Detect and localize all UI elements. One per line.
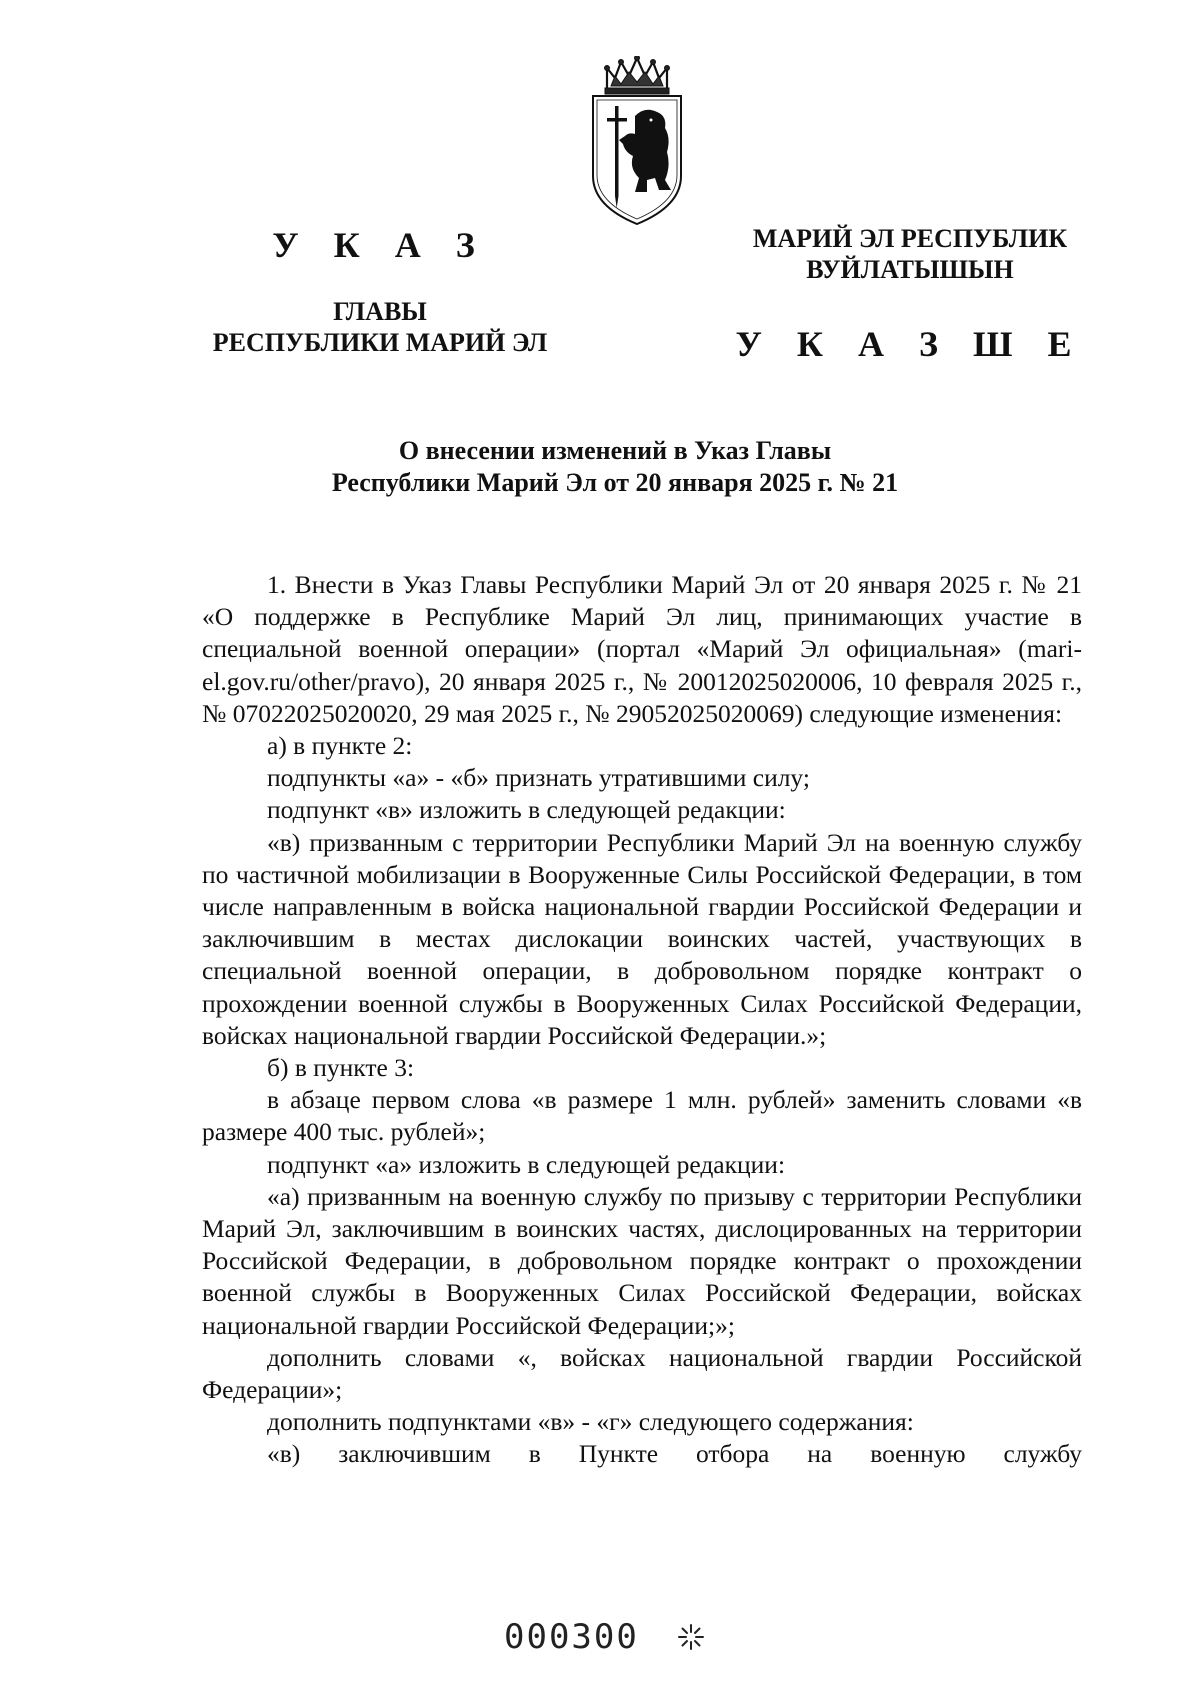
paragraph-6: б) в пункте 3: — [267, 1053, 415, 1083]
document-title-line1: О внесении изменений в Указ Главы — [398, 436, 832, 465]
paragraph-12: «в) заключившим в Пункте отбора на военную службу — [267, 1439, 1082, 1469]
document-body — [202, 569, 1082, 1471]
paragraph-10: дополнить словами «, войсках национальной гвардии Российской Федерации»; — [202, 1342, 1082, 1405]
issuer-mari-line1: МАРИЙ ЭЛ РЕСПУБЛИК — [752, 224, 1068, 253]
issuer-ru-line2: РЕСПУБЛИКИ МАРИЙ ЭЛ — [212, 327, 548, 357]
paragraph-8: подпункт «а» изложить в следующей редакции: — [267, 1149, 786, 1179]
paragraph-3: подпункты «а» - «б» признать утратившими силу; — [267, 763, 810, 793]
decree-title-ru: У К А З — [272, 225, 488, 265]
paragraph-5: «в) призванным с территории Республики Марий Эл на военную службу по частичной мобилизации в Вооруженные Силы Российской Федерации, в том числе направленным в войска национальной гвардии Российской Федерации и заключившим в местах дислокации воинских частей, участвующих в специальной военной операции, в добровольном порядке контракт о прохождении военной службы в Вооруженных Силах Российской Федерации, войсках национальной гвардии Российской Федерации.»; — [202, 827, 1082, 1050]
issuer-ru — [150, 297, 610, 358]
paragraph-1: 1. Внести в Указ Главы Республики Марий Эл от 20 января 2025 г. № 21 «О поддержке в Республике Марий Эл лиц, принимающих участие в специальной военной операции» (портал «Марий Эл официальная» (mari-el.gov.ru/other/pravo), 20 января 2025 г., № 20012025020006, 10 февраля 2025 г., № 07022025020020, 29 мая 2025 г., № 29052025020069) следующие изменения: — [202, 570, 1082, 728]
paragraph-2: а) в пункте 2: — [267, 731, 413, 761]
issuer-mari — [700, 224, 1120, 285]
paragraph-4: подпункт «в» изложить в следующей редакции: — [267, 795, 786, 825]
paragraph-7: в абзаце первом слова «в размере 1 млн. рублей» заменить словами «в размере 400 тыс. рублей»; — [202, 1085, 1082, 1147]
document-title — [150, 435, 1080, 499]
serial-number: 000300 — [504, 1617, 639, 1657]
document-title-line2: Республики Марий Эл от 20 января 2025 г. № 21 — [331, 468, 899, 498]
coat-of-arms-emblem — [585, 56, 689, 228]
decree-title-mari: У К А З Ш Е — [735, 324, 1085, 364]
paragraph-11: дополнить подпунктами «в» - «г» следующего содержания: — [267, 1407, 914, 1437]
issuer-ru-line1: ГЛАВЫ — [333, 297, 427, 326]
paragraph-9: «а) призванным на военную службу по призыву с территории Республики Марий Эл, заключившим в воинских частях, дислоцированных на территории Российской Федерации, в добровольном порядке контракт о прохождении военной службы в Вооруженных Силах Российской Федерации, войсках национальной гвардии Российской Федерации;»; — [202, 1181, 1082, 1340]
asterisk-mark-icon — [676, 1622, 706, 1652]
issuer-mari-line2: ВУЙЛАТЫШЫН — [806, 254, 1014, 284]
